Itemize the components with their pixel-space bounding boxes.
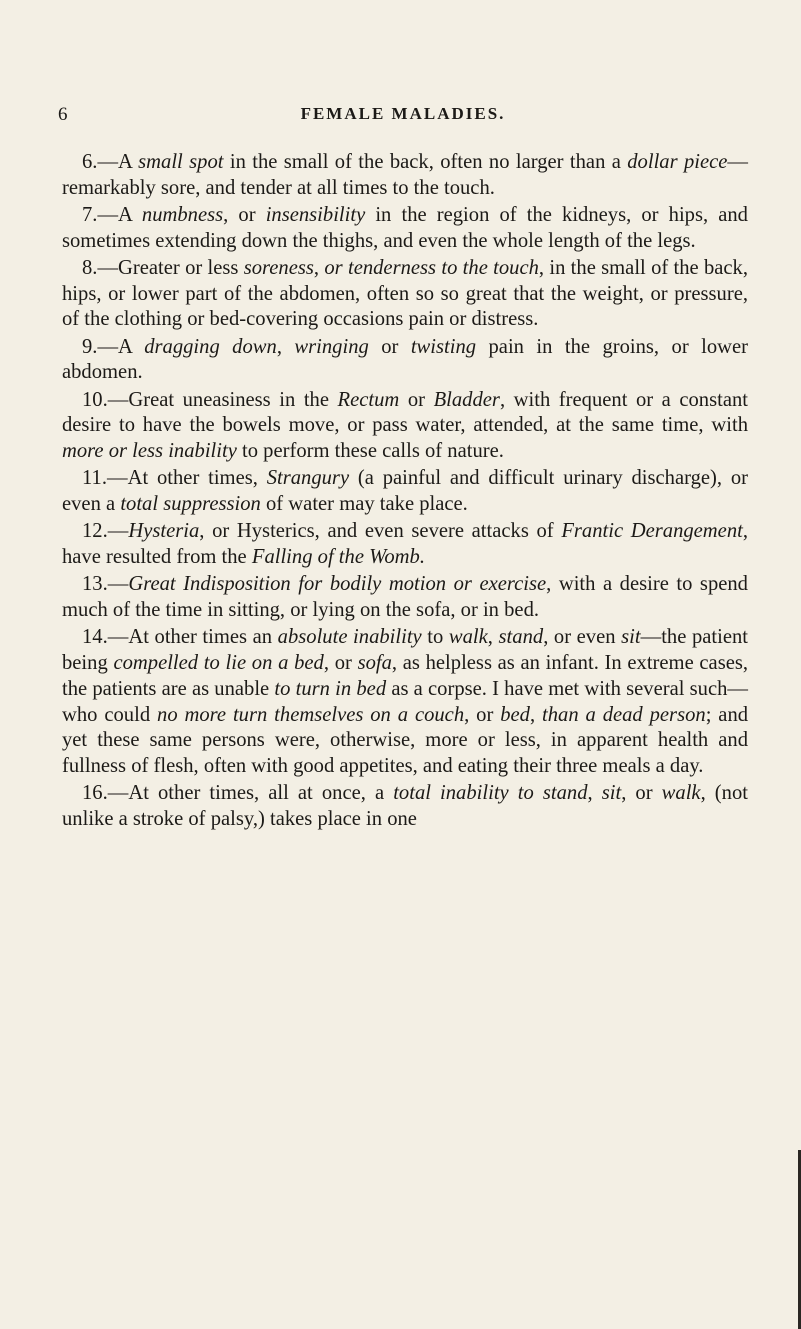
text-run: of water may take place. — [260, 493, 468, 516]
paragraph — [62, 781, 748, 832]
text-run: in the small of the back, often no larger than a — [223, 151, 628, 173]
text-run: 9.—A — [82, 335, 145, 358]
text-run: , with frequent or a constant desire to have the bowels move, or pass water, attended, at the same time, with — [62, 388, 748, 437]
text-run: , — [487, 626, 499, 649]
text-run: 12.— — [82, 520, 129, 543]
text-run: pain in the groins, or lower abdomen. — [62, 335, 749, 384]
text-run: , (not unlike a stroke of palsy,) takes place in one — [62, 782, 748, 830]
italic-text: total inability to stand — [393, 782, 588, 805]
text-run: , with a desire to spend much of the time in sitting, or lying on the sofa, or in bed. — [62, 573, 748, 622]
paragraph — [62, 466, 748, 517]
paragraph — [62, 203, 748, 254]
italic-text: Falling of the Womb. — [251, 546, 425, 569]
italic-text: bed — [500, 703, 530, 726]
italic-text: walk — [661, 782, 701, 805]
text-run: , or even — [543, 626, 622, 649]
italic-text: numbness — [141, 204, 224, 226]
italic-text: absolute inability — [277, 626, 422, 649]
text-run: to perform these calls of nature. — [236, 440, 504, 463]
italic-text: sofa — [357, 652, 392, 675]
text-run: , — [276, 335, 295, 358]
italic-text: or tenderness to the touch — [324, 257, 539, 279]
text-run: 10.—Great uneasiness in the — [82, 388, 338, 411]
text-run: to — [421, 626, 449, 649]
text-run: as a corpse. I have met with several such—who could — [62, 677, 749, 726]
text-run: , — [529, 703, 542, 726]
text-run: , have resulted from the — [62, 520, 748, 569]
italic-text: stand — [498, 626, 544, 649]
italic-text: small spot — [138, 151, 224, 173]
italic-text: total suppression — [120, 493, 261, 516]
paragraph — [62, 335, 748, 386]
italic-text: Bladder — [433, 388, 500, 411]
italic-text: Strangury — [266, 467, 350, 490]
text-run: or — [399, 388, 434, 411]
paragraph — [62, 150, 748, 201]
text-run: 6.—A — [82, 151, 139, 173]
italic-text: Great Indisposition for bodily motion or exercise — [128, 573, 547, 596]
text-run: , — [587, 782, 602, 805]
italic-text: sit — [601, 782, 622, 805]
italic-text: soreness — [243, 257, 314, 279]
page-number: 6 — [58, 104, 69, 125]
text-run: —the patient being — [62, 626, 748, 675]
paragraph — [62, 256, 748, 333]
paragraph — [62, 519, 748, 570]
italic-text: Frantic Derangement — [561, 520, 743, 543]
text-run: , or — [323, 652, 358, 675]
text-run: , in the small of the back, hips, or lower part of the abdomen, often so so great that the weight, or pressure, of the clothing or bed-covering occasions pain or distress. — [62, 257, 749, 331]
text-run: in the region of the kidneys, or hips, and sometimes extending down the thighs, and even the whole length of the legs. — [62, 204, 748, 252]
text-run: ; and yet these same persons were, otherwise, more or less, in apparent health and fullness of flesh, often with good appetites, and eating their three meals a day. — [62, 703, 749, 777]
text-run: 16.—At other times, all at once, a — [82, 782, 394, 805]
italic-text: walk — [448, 626, 488, 649]
body-text — [62, 150, 748, 834]
italic-text: Rectum — [337, 388, 400, 411]
paragraph — [62, 572, 748, 623]
text-run: 11.—At other times, — [82, 467, 267, 490]
italic-text: to turn in bed — [274, 677, 387, 700]
italic-text: wringing — [294, 335, 369, 358]
text-run: 13.— — [82, 573, 129, 596]
italic-text: dragging down — [144, 335, 277, 358]
italic-text: sit — [621, 626, 641, 649]
text-run: 7.—A — [82, 204, 142, 226]
italic-text: than a dead person — [542, 703, 706, 726]
paragraph — [62, 388, 748, 465]
text-run: or — [368, 335, 411, 358]
italic-text: Hysteria — [128, 520, 200, 543]
text-run: —remarkably sore, and tender at all times to the touch. — [62, 151, 749, 199]
text-run: 14.—At other times an — [82, 626, 278, 649]
italic-text: compelled to lie on a bed — [113, 652, 324, 675]
text-run: (a painful and difficult urinary discharge), or even a — [62, 467, 748, 516]
text-run: , or — [223, 204, 266, 226]
text-run: 8.—Greater or less — [82, 257, 244, 279]
italic-text: insensibility — [265, 204, 366, 226]
italic-text: more or less inability — [62, 440, 237, 463]
running-title: FEMALE MALADIES. — [300, 104, 506, 123]
text-run: , or — [621, 782, 662, 805]
text-run: , or Hysterics, and even severe attacks of — [199, 520, 562, 543]
italic-text: dollar piece — [627, 151, 728, 173]
text-run: , or — [464, 703, 501, 726]
running-head — [58, 104, 748, 128]
italic-text: twisting — [410, 335, 477, 358]
italic-text: no more turn themselves on a couch — [157, 703, 465, 726]
paragraph — [62, 625, 748, 779]
text-run: , as helpless as an infant. In extreme cases, the patients are as unable — [62, 652, 749, 700]
text-run: , — [313, 257, 325, 279]
